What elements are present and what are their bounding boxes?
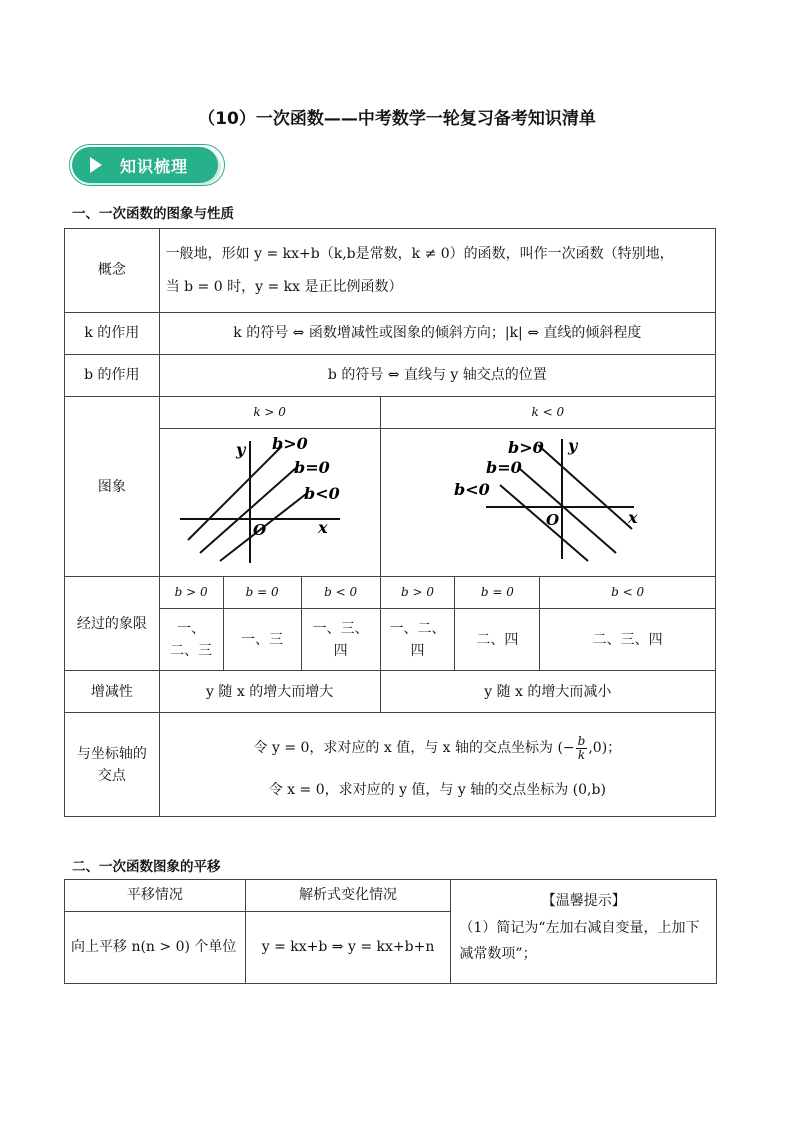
tip-cell bbox=[451, 880, 717, 984]
translation-header-1: 平移情况 bbox=[65, 880, 246, 912]
quadrant-header-2: b = 0 bbox=[223, 577, 301, 609]
line-b-zero bbox=[520, 469, 616, 553]
quadrant-value-2: 一、三 bbox=[223, 609, 301, 671]
graph-label: 图象 bbox=[65, 397, 160, 577]
origin-label: O bbox=[545, 511, 559, 529]
y-axis-label: y bbox=[235, 440, 245, 459]
k-positive-header: k > 0 bbox=[159, 397, 380, 429]
quadrant-value-4: 一、二、四 bbox=[380, 609, 455, 671]
section-heading-2: 二、一次函数图象的平移 bbox=[72, 859, 221, 875]
quadrant-value-3: 一、三、四 bbox=[301, 609, 380, 671]
label-b-negative: b<0 bbox=[303, 484, 340, 503]
page-title: （10）一次函数——中考数学一轮复习备考知识清单 bbox=[198, 109, 596, 129]
monotonicity-decreasing: y 随 x 的增大而减小 bbox=[380, 671, 715, 713]
graph-k-positive-cell bbox=[159, 429, 380, 577]
label-b-positive: b>0 bbox=[271, 434, 308, 453]
quadrant-value-1: 一、二、三 bbox=[159, 609, 223, 671]
label-b-zero: b=0 bbox=[485, 458, 522, 477]
y-axis-label: y bbox=[567, 436, 578, 455]
intersection-label: 与坐标轴的交点 bbox=[65, 713, 160, 817]
play-icon bbox=[90, 157, 102, 173]
concept-label: 概念 bbox=[65, 229, 160, 313]
b-role-label: b 的作用 bbox=[65, 355, 160, 397]
quadrant-value-5: 二、四 bbox=[455, 609, 540, 671]
concept-line-1: 一般地，形如 y = kx+b（k,b是常数，k ≠ 0）的函数，叫作一次函数（特别地， bbox=[165, 246, 674, 263]
translation-header-2: 解析式变化情况 bbox=[245, 880, 451, 912]
banner-label: 知识梳理 bbox=[120, 157, 189, 176]
k-role-text: k 的符号 ⇔ 函数增减性或图象的倾斜方向；|k| ⇔ 直线的倾斜程度 bbox=[159, 313, 715, 355]
x-axis-label: x bbox=[627, 508, 638, 527]
graph-k-negative-cell bbox=[380, 429, 715, 577]
quadrant-label: 经过的象限 bbox=[65, 577, 160, 671]
tip-title: 【温馨提示】 bbox=[541, 893, 626, 909]
concept-line-2: 当 b = 0 时，y = kx 是正比例函数） bbox=[165, 278, 403, 295]
monotonicity-label: 增减性 bbox=[65, 671, 160, 713]
label-b-negative: b<0 bbox=[453, 480, 490, 499]
linear-function-properties-table bbox=[64, 228, 716, 817]
fraction-b-over-k: $\frac{b}{k}$ bbox=[577, 734, 586, 763]
quadrant-header-6: b < 0 bbox=[540, 577, 716, 609]
quadrant-header-3: b < 0 bbox=[301, 577, 380, 609]
quadrant-header-5: b = 0 bbox=[455, 577, 540, 609]
b-role-text: b 的符号 ⇔ 直线与 y 轴交点的位置 bbox=[159, 355, 715, 397]
k-negative-header: k < 0 bbox=[380, 397, 715, 429]
quadrant-header-1: b > 0 bbox=[159, 577, 223, 609]
graph-k-negative bbox=[438, 429, 658, 569]
label-b-zero: b=0 bbox=[293, 458, 330, 477]
graph-k-positive bbox=[170, 429, 370, 569]
intersection-x: 令 y = 0，求对应的 x 值，与 x 轴的交点坐标为 (− $\frac{b}{k}$ ,0)； bbox=[253, 734, 622, 763]
translation-table bbox=[64, 879, 717, 984]
translation-row1-case: 向上平移 n(n > 0) 个单位 bbox=[65, 912, 246, 984]
concept-cell bbox=[159, 229, 715, 313]
intersection-y: 令 x = 0，求对应的 y 值，与 y 轴的交点坐标为 (0,b) bbox=[268, 781, 606, 798]
quadrant-header-4: b > 0 bbox=[380, 577, 455, 609]
monotonicity-increasing: y 随 x 的增大而增大 bbox=[159, 671, 380, 713]
line-b-negative bbox=[500, 485, 588, 561]
x-axis-label: x bbox=[317, 518, 328, 537]
section-banner bbox=[72, 144, 226, 188]
origin-label: O bbox=[252, 521, 266, 539]
tip-text-1: （1）简记为“左加右减自变量，上加下减常数项”； bbox=[459, 919, 700, 963]
intersection-cell bbox=[159, 713, 715, 817]
quadrant-value-6: 二、三、四 bbox=[540, 609, 716, 671]
label-b-positive: b>0 bbox=[507, 438, 544, 457]
k-role-label: k 的作用 bbox=[65, 313, 160, 355]
section-heading-1: 一、一次函数的图象与性质 bbox=[72, 206, 234, 222]
translation-row1-formula: y = kx+b ⇒ y = kx+b+n bbox=[245, 912, 451, 984]
